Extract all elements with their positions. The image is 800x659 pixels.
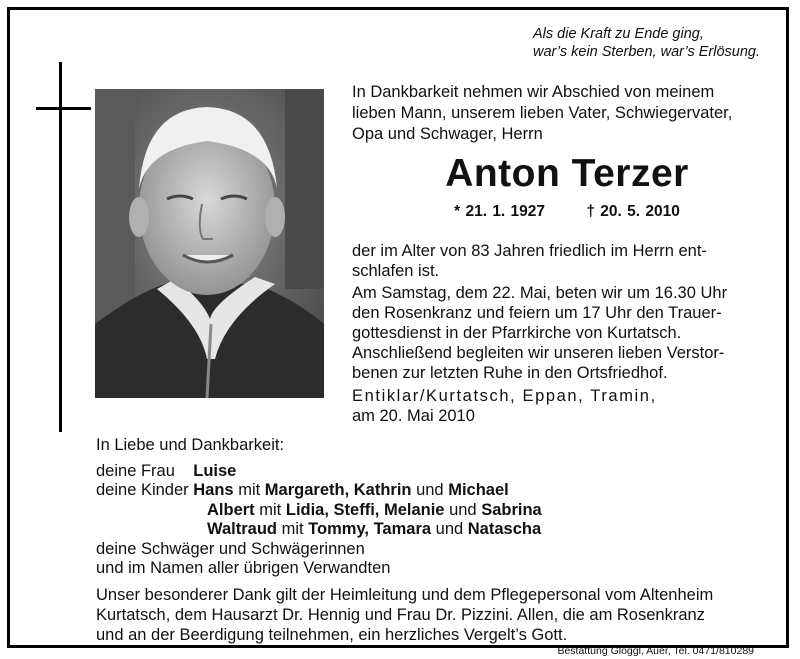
life-dates	[352, 202, 782, 222]
inlaws-row: deine Schwäger und Schwägerinnen	[96, 539, 365, 558]
paragraph-line: Am Samstag, dem 22. Mai, beten wir um 16.30 Uhr	[352, 284, 728, 302]
birth-date: * 21. 1. 1927	[454, 203, 546, 220]
intro-line: lieben Mann, unserem lieben Vater, Schwiegervater,	[352, 104, 733, 122]
child-row: Waltraud mit Tommy, Tamara und Natascha	[207, 520, 542, 538]
motto-line: war’s kein Sterben, war’s Erlösung.	[532, 44, 760, 60]
service-paragraph	[352, 283, 782, 383]
intro-line: In Dankbarkeit nehmen wir Abschied von meinem	[352, 83, 715, 101]
motto-line: Als die Kraft zu Ende ging,	[532, 26, 704, 42]
intro-text	[352, 82, 782, 145]
notice-date: am 20. Mai 2010	[352, 407, 475, 425]
thanks-line: Unser besonderer Dank gilt der Heimleitung und dem Pflegepersonal vom Altenheim	[96, 586, 714, 604]
wife-name: Luise	[193, 461, 237, 480]
thanks-line: Kurtatsch, dem Hausarzt Dr. Hennig und Frau Dr. Pizzini. Allen, die am Rosenkranz	[96, 606, 705, 624]
mourners-list	[96, 436, 776, 579]
funeral-home-credit: Bestattung Glöggl, Auer, Tel. 0471/810289	[557, 645, 754, 657]
thanks-line: und an der Beerdigung teilnehmen, ein herzliches Vergelt’s Gott.	[96, 626, 568, 644]
age-paragraph	[352, 241, 782, 281]
portrait-photo	[95, 89, 324, 398]
place-and-date	[352, 386, 782, 426]
motto	[533, 25, 760, 61]
paragraph-line: den Rosenkranz und feiern um 17 Uhr den Trauer-	[352, 304, 722, 322]
obituary-frame	[7, 7, 789, 657]
mourners-heading: In Liebe und Dankbarkeit:	[96, 436, 285, 454]
cross-horizontal	[36, 107, 91, 110]
cross-vertical	[59, 62, 62, 432]
deceased-name: Anton Terzer	[445, 152, 689, 195]
wife-row: deine Frau Luise	[96, 461, 237, 480]
paragraph-line: schlafen ist.	[352, 262, 440, 280]
death-date: † 20. 5. 2010	[586, 203, 680, 220]
intro-line: Opa und Schwager, Herrn	[352, 125, 543, 143]
relatives-row: und im Namen aller übrigen Verwandten	[96, 559, 391, 577]
child-row: deine Kinder Hans mit Margareth, Kathrin und Michael	[96, 481, 509, 499]
paragraph-line: gottesdienst in der Pfarrkirche von Kurtatsch.	[352, 324, 682, 342]
thanks-paragraph	[96, 585, 786, 645]
paragraph-line: benen zur letzten Ruhe in den Ortsfriedhof.	[352, 364, 668, 382]
locations: Entiklar/Kurtatsch, Eppan, Tramin,	[352, 387, 657, 405]
child-row: Albert mit Lidia, Steffi, Melanie und Sabrina	[207, 500, 542, 519]
paragraph-line: Anschließend begleiten wir unseren lieben Verstor-	[352, 344, 725, 362]
paragraph-line: der im Alter von 83 Jahren friedlich im Herrn ent-	[352, 242, 707, 260]
